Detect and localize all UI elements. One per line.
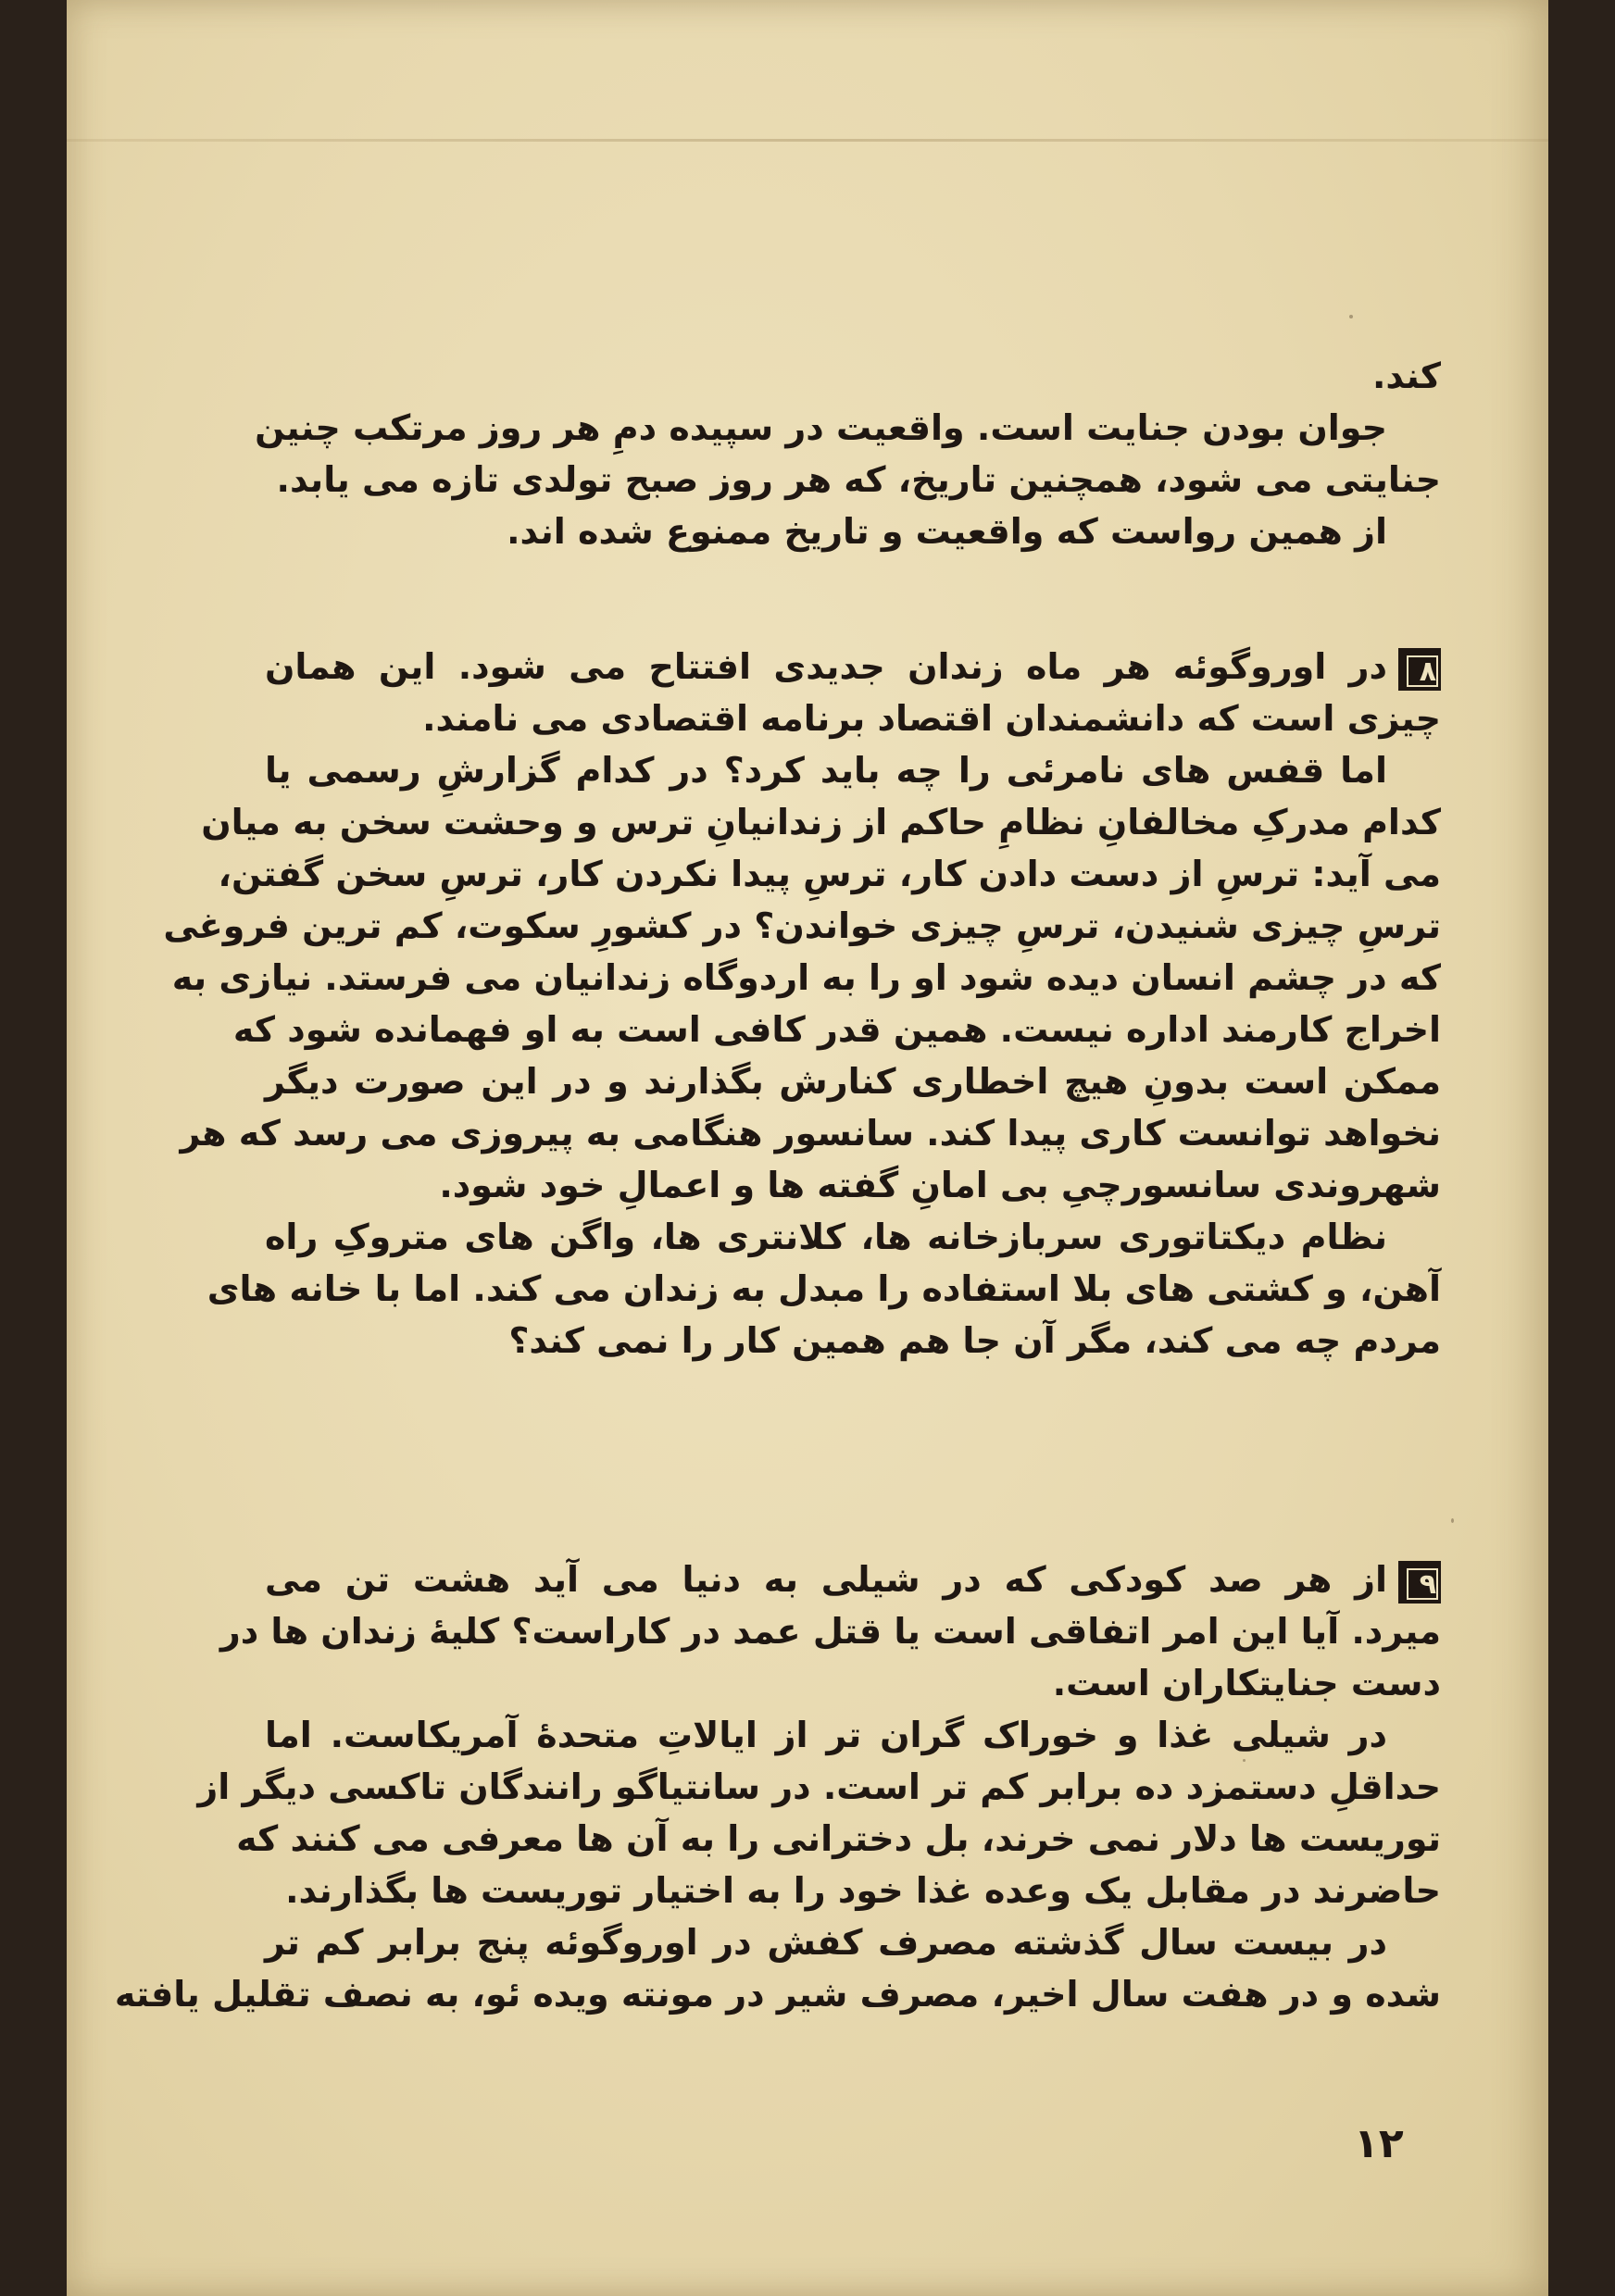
text-line-content: در اوروگوئه هر ماه زندان جدیدی افتتاح می شود. این همان [265,646,1387,687]
section-8 [163,641,1441,1366]
text-line: که در چشم انسان دیده شود او را به اردوگاه زندانیان می فرستد. نیازی به [171,957,1441,998]
text-line: دست جنایتکاران است. [1052,1663,1441,1703]
text-line: میرد. آیا این امر اتفاقی است یا قتل عمد در کاراست؟ کلیهٔ زندان ها در [219,1611,1441,1652]
text-line: اما قفس های نامرئی را چه باید کرد؟ در کدام گزارشِ رسمی یا [265,750,1387,791]
section-9 [114,1554,1441,2020]
section-number: ۹ [1407,1568,1438,1600]
paper-speck [1349,315,1353,318]
text-line: توریست ها دلار نمی خرند، بل دخترانی را به آن ها معرفی می کنند که [236,1818,1441,1859]
text-line: در بیست سال گذشته مصرف کفش در اوروگوئه پنج برابر کم تر [265,1922,1387,1963]
page-number: ۱۲ [1354,2120,1404,2167]
text-line [265,1554,1441,1605]
text-line: چیزی است که دانشمندان اقتصاد برنامه اقتصادی می نامند. [422,698,1441,739]
text-line: ترسِ چیزی شنیدن، ترسِ چیزی خواندن؟ در کشورِ سکوت، کم ترین فروغی [163,905,1441,946]
page-fold-line [67,139,1548,142]
text-line: نخواهد توانست کاری پیدا کند. سانسور هنگامی به پیروزی می رسد که هر [180,1113,1441,1154]
text-line: کدام مدرکِ مخالفانِ نظامِ حاکم از زندانیانِ ترس و وحشت سخن به میان [201,802,1441,842]
text-line: جوان بودن جنایت است. واقعیت در سپیده دمِ هر روز مرتکب چنین [255,407,1387,448]
text-line: حداقلِ دستمزد ده برابر کم تر است. در سانتیاگو رانندگان تاکسی دیگر از [197,1766,1441,1807]
text-line: شده و در هفت سال اخیر، مصرف شیر در مونته ویده ئو، به نصف تقلیل یافته [114,1974,1441,2015]
section-number: ۸ [1407,655,1438,687]
section-number-marker [1398,648,1441,691]
text-line: اخراج کارمند اداره نیست. همین قدر کافی است به او فهمانده شود که [232,1009,1441,1050]
text-line: حاضرند در مقابل یک وعده غذا خود را به اختیار توریست ها بگذارند. [285,1870,1441,1911]
text-line: کند. [1372,356,1441,396]
section-number-marker [1398,1561,1441,1603]
text-line: شهروندی سانسورچیِ بی امانِ گفته ها و اعمالِ خود شود. [439,1165,1441,1205]
text-line: می آید: ترسِ از دست دادن کار، ترسِ پیدا نکردن کار، ترسِ سخن گفتن، [218,854,1441,894]
text-line [265,641,1441,693]
text-line: جنایتی می شود، همچنین تاریخ، که هر روز صبح تولدی تازه می یابد. [276,459,1441,500]
text-line: مردم چه می کند، مگر آن جا هم همین کار را نمی کند؟ [508,1320,1441,1361]
text-line-content: از هر صد کودکی که در شیلی به دنیا می آید هشت تن می [265,1559,1387,1600]
text-line: نظام دیکتاتوری سربازخانه ها، کلانتری ها، واگن های متروکِ راه [265,1217,1387,1257]
paper-speck [1451,1518,1454,1523]
book-page [67,0,1548,2296]
text-line: در شیلی غذا و خوراک گران تر از ایالاتِ متحدهٔ آمریکاست. اما [265,1715,1387,1755]
text-line: از همین رواست که واقعیت و تاریخ ممنوع شده اند. [507,511,1387,552]
text-line: آهن، و کشتی های بلا استفاده را مبدل به زندان می کند. اما با خانه های [207,1268,1441,1309]
text-line: ممکن است بدونِ هیچ اخطاری کنارش بگذارند و در این صورت دیگر [265,1061,1441,1102]
intro-paragraphs [255,350,1441,557]
